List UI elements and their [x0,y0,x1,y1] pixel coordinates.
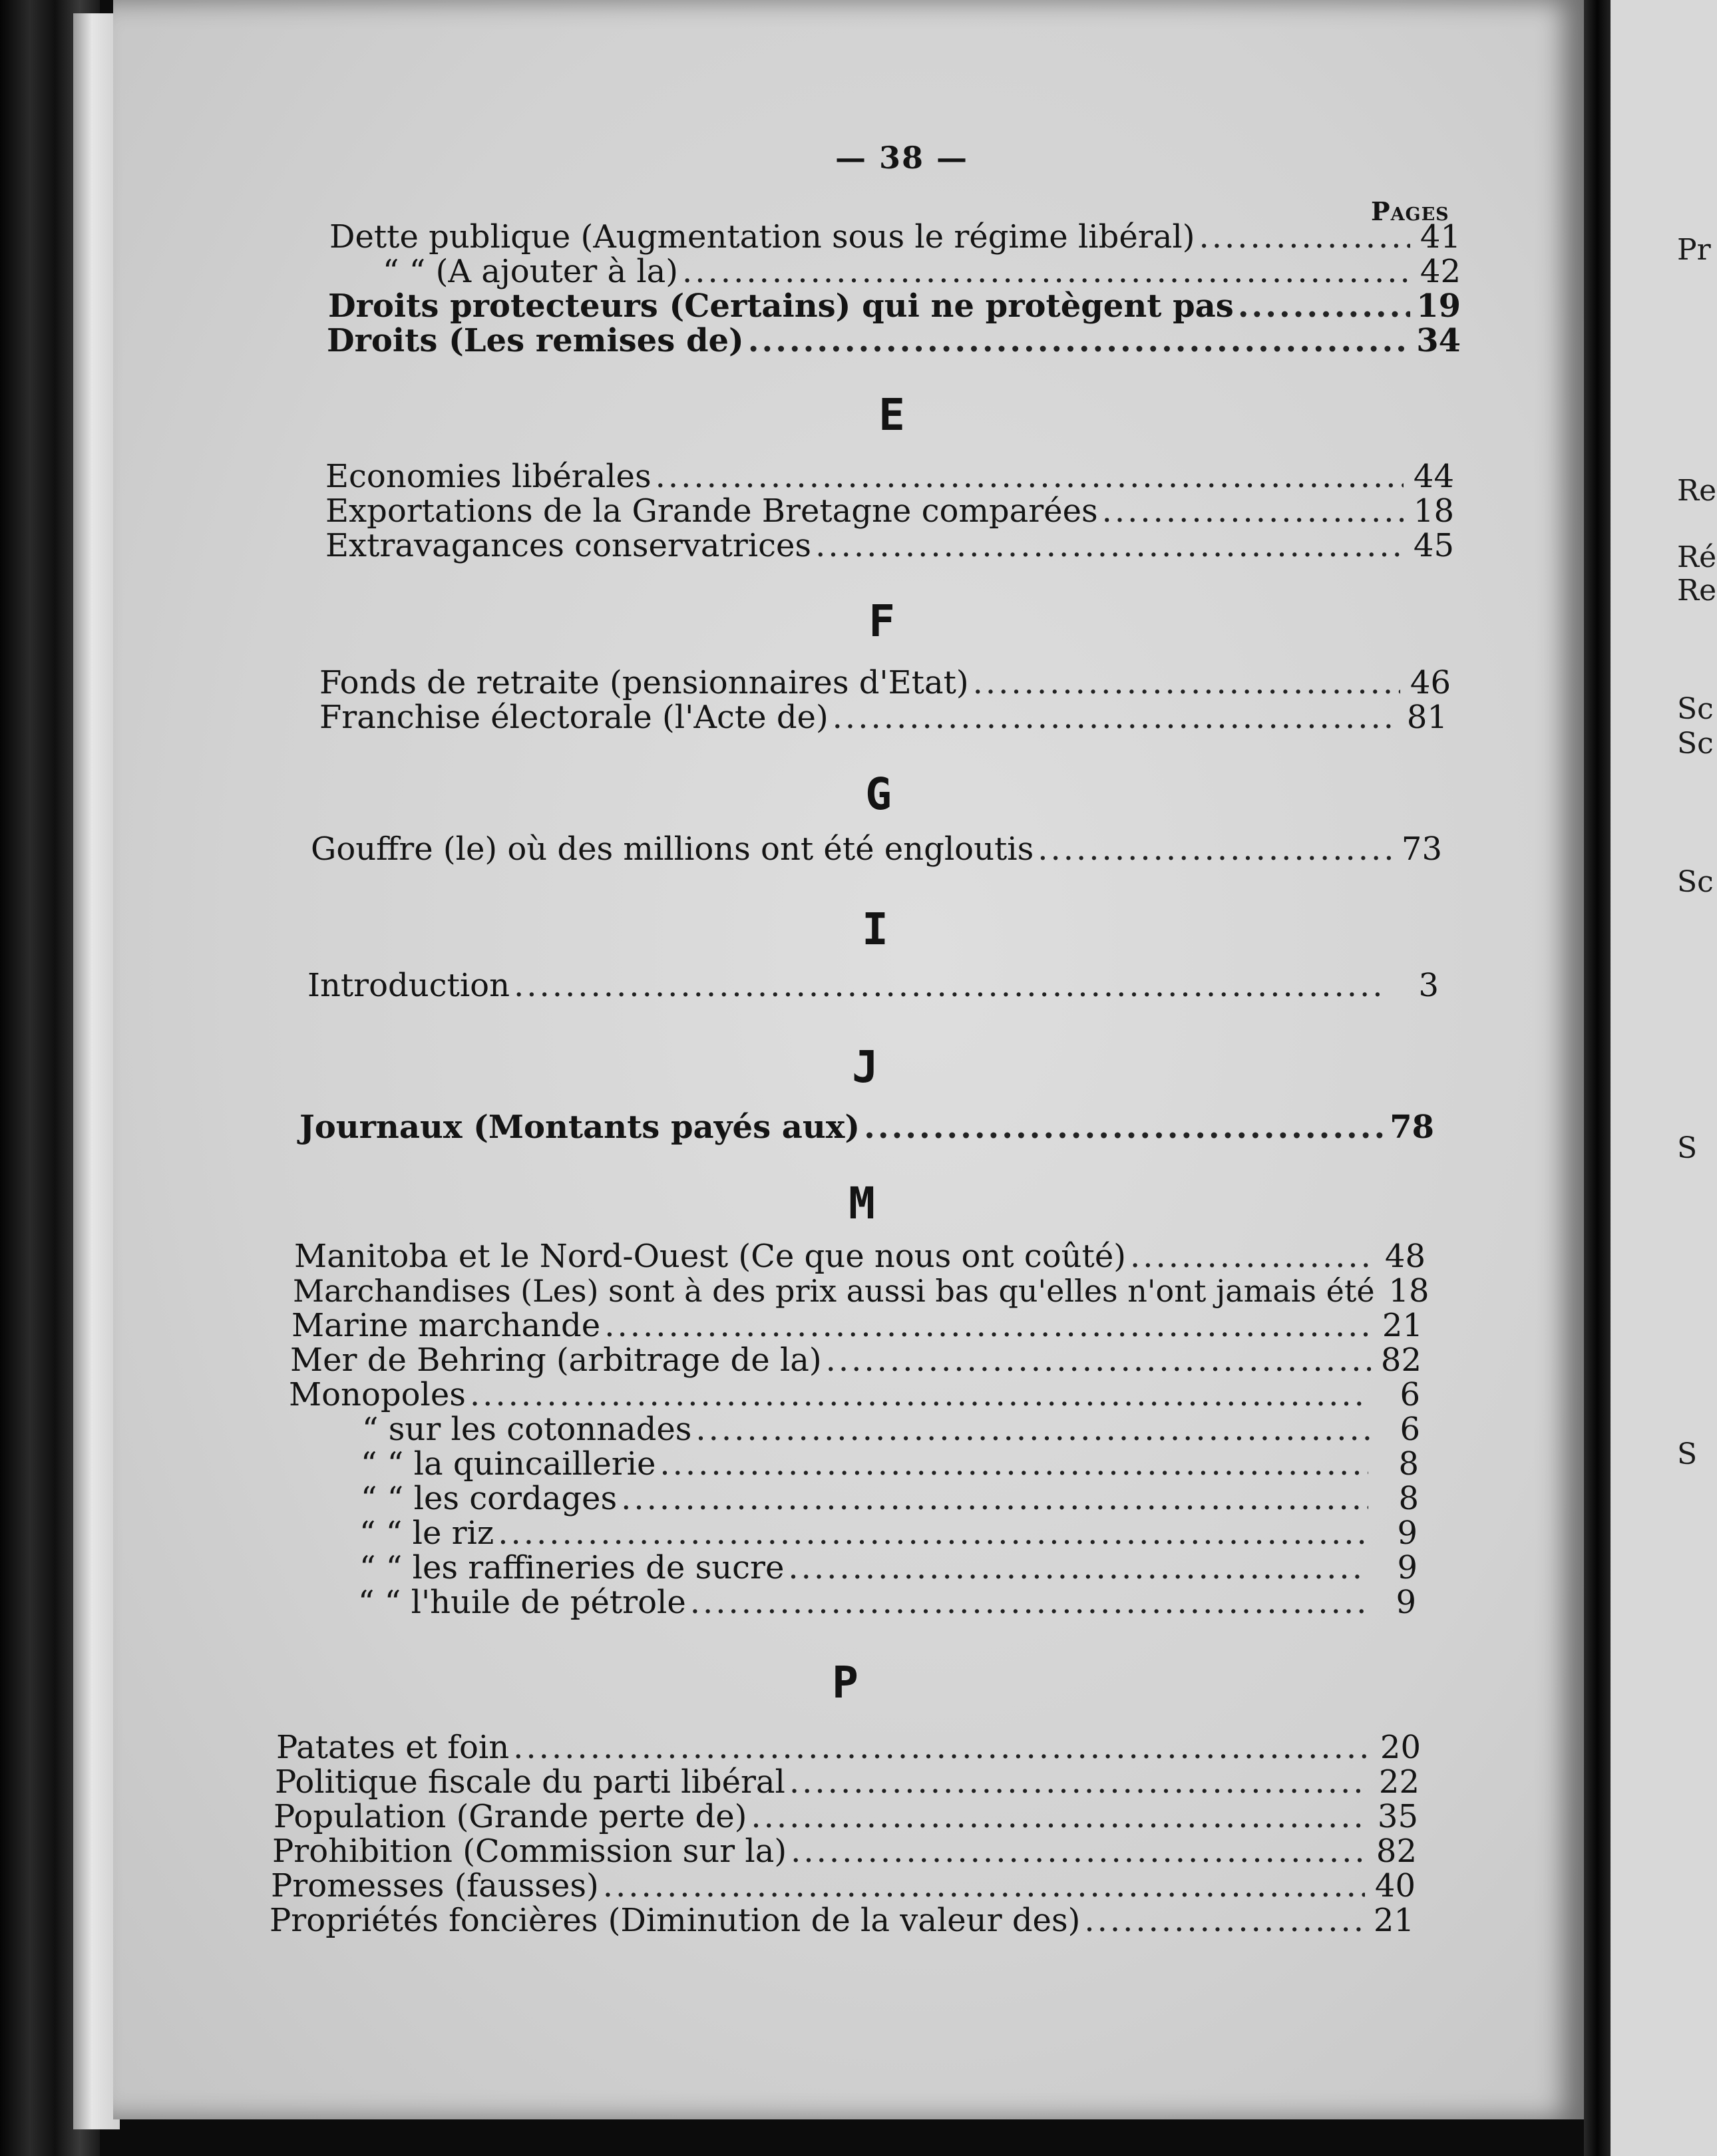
entry-text: Monopoles [289,1376,466,1413]
index-entry [299,1110,1434,1145]
index-entry [272,1834,1417,1869]
entry-page: 41 [1420,218,1461,256]
leader-dots [498,1516,1367,1550]
entry-text: Marine marchande [291,1307,601,1344]
entry-page: 78 [1390,1109,1434,1146]
entry-page: 34 [1416,322,1461,359]
entry-page: 18 [1413,492,1454,530]
entry-text: Droits protecteurs (Certains) qui ne protègent pas [328,287,1234,325]
entry-text: “ “ (A ajouter à la) [383,253,679,290]
index-entry [291,1308,1423,1343]
leader-dots [864,1110,1384,1145]
index-entry [290,1343,1422,1377]
next-page-fragment: Re [1677,474,1717,508]
leader-dots [513,1730,1370,1765]
leader-dots [1238,289,1410,323]
leader-dots [682,254,1410,289]
index-entry [276,1730,1421,1765]
entry-text: Promesses (fausses) [271,1867,599,1904]
entry-page: 9 [1397,1549,1418,1586]
entry-text: Mer de Behring (arbitrage de la) [290,1342,822,1379]
index-entry [289,1412,1420,1447]
index-entry [329,220,1461,254]
leader-dots [748,323,1410,358]
next-page-fragment: Sc [1677,727,1714,761]
index-entry [287,1481,1419,1516]
entry-page: 6 [1400,1376,1420,1413]
entry-page: 44 [1413,458,1454,495]
index-entry [329,254,1461,289]
entry-page: 81 [1406,699,1447,736]
index-entry [319,700,1447,735]
index-entry [274,1799,1418,1834]
next-page-fragment: S [1677,1131,1698,1165]
next-page-fragment: S [1677,1437,1698,1471]
entry-text: “ “ l'huile de pétrole [358,1584,686,1621]
entry-page: 35 [1377,1798,1418,1835]
entry-text: Population (Grande perte de) [274,1798,747,1835]
index-entry [294,1239,1426,1274]
leader-dots [1130,1239,1375,1274]
leader-dots [603,1869,1365,1903]
entry-page: 48 [1384,1238,1426,1275]
entry-text: Dette publique (Augmentation sous le régime libéral) [329,218,1195,256]
leader-dots [621,1481,1368,1516]
entry-text: Propriétés foncières (Diminution de la valeur des) [270,1902,1081,1939]
entry-text: “ sur les cotonnades [362,1411,692,1448]
entry-text: Introduction [307,967,510,1004]
index-entry [319,665,1451,700]
entry-page: 40 [1374,1867,1416,1904]
entry-page: 3 [1418,967,1439,1004]
entry-text: Manitoba et le Nord-Ouest (Ce que nous ont coûté) [294,1238,1126,1275]
leader-dots [791,1834,1366,1869]
entry-text: Exportations de la Grande Bretagne comparées [325,492,1098,530]
entry-text: “ “ le riz [359,1515,494,1552]
leader-dots [690,1585,1366,1620]
entry-text: Extravagances conservatrices [325,527,812,564]
entry-page: 20 [1380,1729,1421,1766]
leader-dots [695,1412,1370,1447]
leader-dots [470,1377,1370,1412]
entry-text: Franchise électorale (l'Acte de) [319,699,829,736]
entry-page: 6 [1400,1411,1420,1448]
index-entry [270,1903,1414,1938]
entry-page: 18 [1388,1272,1430,1310]
index-entry [293,1272,1430,1310]
leader-dots [1084,1903,1364,1938]
entry-page: 8 [1398,1480,1419,1517]
leader-dots [833,700,1397,735]
section-letter: M [849,1178,875,1229]
next-page-fragment: Sc [1677,865,1714,899]
entry-page: 19 [1416,287,1461,325]
index-entry [328,289,1461,323]
entry-page: 22 [1378,1763,1420,1801]
leader-dots [826,1343,1371,1377]
section-letter: G [865,769,892,820]
leader-dots [514,968,1388,1003]
leader-dots [789,1765,1369,1799]
section-letter: F [868,596,895,647]
entry-page: 21 [1373,1902,1414,1939]
entry-text: Politique fiscale du parti libéral [275,1763,785,1801]
leader-dots [656,459,1404,494]
section-letter: E [878,389,905,441]
leader-dots [604,1308,1372,1343]
leader-dots [1102,494,1404,528]
index-entry [287,1447,1419,1481]
entry-page: 82 [1376,1833,1417,1870]
index-entry [275,1765,1420,1799]
entry-text: Marchandises (Les) sont à des prix aussi bas qu'elles n'ont jamais été [293,1273,1375,1309]
index-entry [289,1377,1420,1412]
next-page-fragment: Ré [1677,540,1717,574]
leader-dots [1038,832,1392,866]
entry-text: Prohibition (Commission sur la) [272,1833,787,1870]
index-entry [286,1516,1418,1550]
entry-text: Fonds de retraite (pensionnaires d'Etat) [319,664,969,701]
next-page-fragment: Re [1677,574,1717,608]
index-entry [327,323,1461,358]
index-entry [271,1869,1416,1903]
entry-text: “ “ les cordages [361,1480,618,1517]
entry-page: 42 [1420,253,1461,290]
entry-text: Patates et foin [276,1729,510,1766]
next-page-fragment: Sc [1677,692,1714,726]
entry-text: Journaux (Montants payés aux) [299,1109,860,1146]
entry-page: 82 [1380,1342,1422,1379]
index-entry [286,1550,1418,1585]
page-number: — 38 — [835,140,969,176]
entry-text: Gouffre (le) où des millions ont été engloutis [311,830,1034,868]
entry-page: 9 [1397,1515,1418,1552]
leader-dots [973,665,1400,700]
leader-dots [751,1799,1368,1834]
section-letter: P [832,1657,859,1708]
leader-dots [1199,220,1410,254]
index-entry [311,832,1442,866]
next-page-fragment: Pr [1677,233,1711,267]
entry-text: “ “ la quincaillerie [361,1445,656,1483]
index-entry [325,494,1454,528]
entry-page: 46 [1410,664,1451,701]
entry-page: 73 [1401,830,1442,868]
pages-column-header: Pages [1371,196,1449,226]
section-letter: J [852,1041,878,1093]
entry-page: 21 [1382,1307,1423,1344]
index-entry [285,1585,1416,1620]
entry-text: “ “ les raffineries de sucre [359,1549,785,1586]
index-entry [325,459,1454,494]
section-letter: I [862,904,888,955]
leader-dots [815,528,1404,563]
leader-dots [660,1447,1368,1481]
index-entry [307,968,1439,1003]
entry-text: Droits (Les remises de) [327,322,744,359]
entry-page: 8 [1398,1445,1419,1483]
entry-page: 45 [1413,527,1454,564]
leader-dots [788,1550,1367,1585]
index-entry [325,528,1454,563]
entry-text: Economies libérales [325,458,652,495]
entry-page: 9 [1396,1584,1416,1621]
